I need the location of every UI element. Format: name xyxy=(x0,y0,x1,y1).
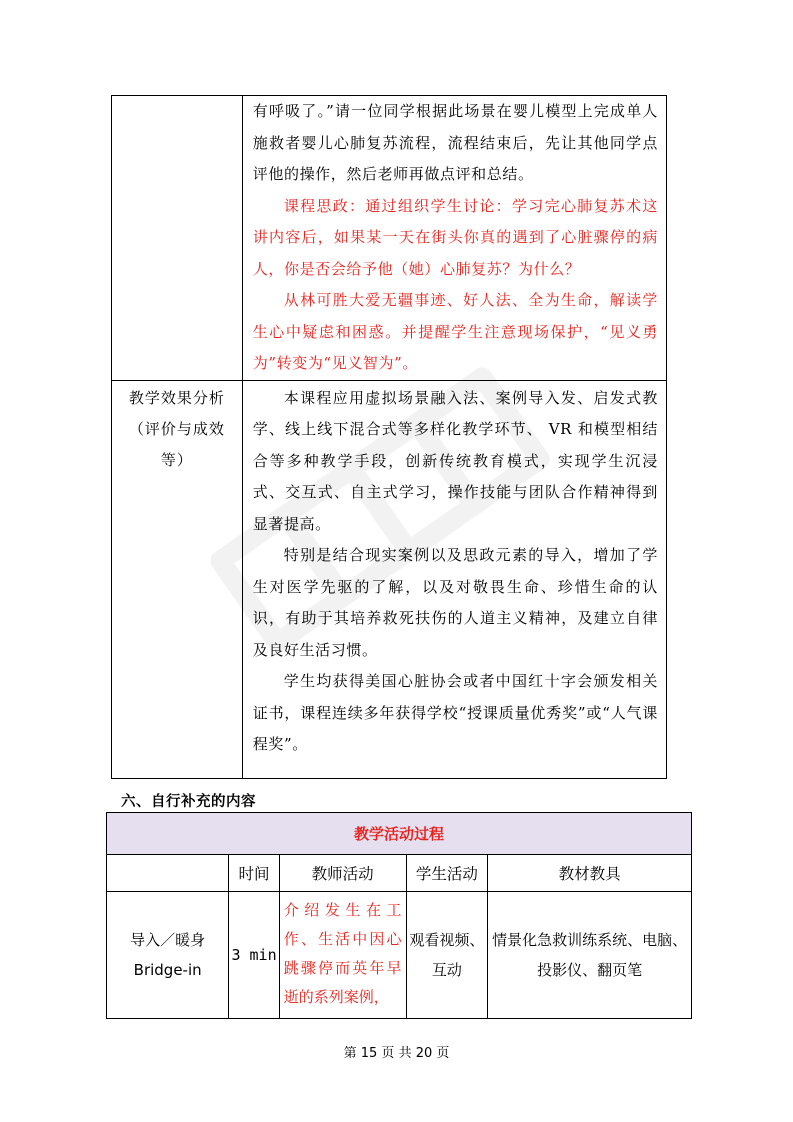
table-row xyxy=(112,380,667,778)
table-row xyxy=(107,892,692,1019)
header-stage xyxy=(107,855,229,892)
time-cell: 3 min xyxy=(229,892,279,1019)
stage-cell xyxy=(107,892,229,1019)
teacher-activity-cell: 介绍发生在工作、生活中因心跳骤停而英年早逝的系列案例， xyxy=(279,892,406,1019)
effect-para-2: 特别是结合现实案例以及思政元素的导入，增加了学生对医学先驱的了解，以及对敬畏生命、珍惜生命的认识，有助于其培养救死扶伤的人道主义精神，及建立自律及良好生活习惯。 xyxy=(252,546,658,659)
header-time: 时间 xyxy=(229,855,279,892)
effect-cell xyxy=(242,380,666,778)
student-activity-cell xyxy=(406,892,488,1019)
effect-para-3: 学生均获得美国心脏协会或者中国红十字会颁发相关证书，课程连续多年获得学校“授课质量优秀奖”或“人气课程奖”。 xyxy=(252,672,658,753)
page-footer: 第 15 页 共 20 页 xyxy=(343,1046,450,1061)
student-activity-line1: 观看视频、 xyxy=(409,931,485,949)
header-teacher: 教师活动 xyxy=(279,855,406,892)
materials-line2: 投影仪、翻页笔 xyxy=(537,961,643,979)
ideology-text-1: 课程思政：通过组织学生讨论：学习完心肺复苏术这讲内容后，如果某一天在街头你真的遇到了心脏骤停的病人，你是否会给予他（她）心肺复苏？为什么？ xyxy=(252,196,658,278)
header-materials: 教材教具 xyxy=(488,855,692,892)
effect-label-line3: 等） xyxy=(160,450,193,469)
section-title: 六、自行补充的内容 xyxy=(121,794,256,810)
effect-label-line1: 教学效果分析 xyxy=(128,388,225,407)
activity-table xyxy=(106,812,692,1019)
activity-table-title: 教学活动过程 xyxy=(107,813,692,855)
table-title-row xyxy=(107,813,692,855)
student-activity-line2: 互动 xyxy=(431,961,462,979)
ideology-text-2: 从林可胜大爱无疆事迹、好人法、全为生命，解读学生心中疑虑和困惑。并提醒学生注意现场保护，“见义勇为”转变为“见义智为”。 xyxy=(252,291,658,372)
teaching-design-table xyxy=(111,95,667,779)
process-text: 有呼吸了。”请一位同学根据此场景在婴儿模型上完成单人施救者婴儿心肺复苏流程，流程结束后，先让其他同学点评他的操作，然后老师再做点评和总结。 xyxy=(252,102,658,183)
header-student: 学生活动 xyxy=(406,855,488,892)
effect-para-1: 本课程应用虚拟场景融入法、案例导入发、启发式教学、线上线下混合式等多样化教学环节、 VR 和模型相结合等多种教学手段，创新传统教育模式，实现学生沉浸式、交互式、自主式学习，操作技能与团队合作精神得到显著提高。 xyxy=(252,388,658,533)
materials-line1: 情景化急救训练系统、电脑、 xyxy=(492,931,688,949)
stage-name-en: Bridge-in xyxy=(133,961,202,979)
table-header-row xyxy=(107,855,692,892)
process-cell xyxy=(242,96,666,381)
stage-name: 导入／暖身 xyxy=(130,931,206,949)
table-row xyxy=(112,96,667,381)
materials-cell xyxy=(488,892,692,1019)
empty-label-cell xyxy=(112,96,243,381)
effect-label-cell xyxy=(112,380,243,778)
effect-label-line2: （评价与成效 xyxy=(128,419,225,438)
